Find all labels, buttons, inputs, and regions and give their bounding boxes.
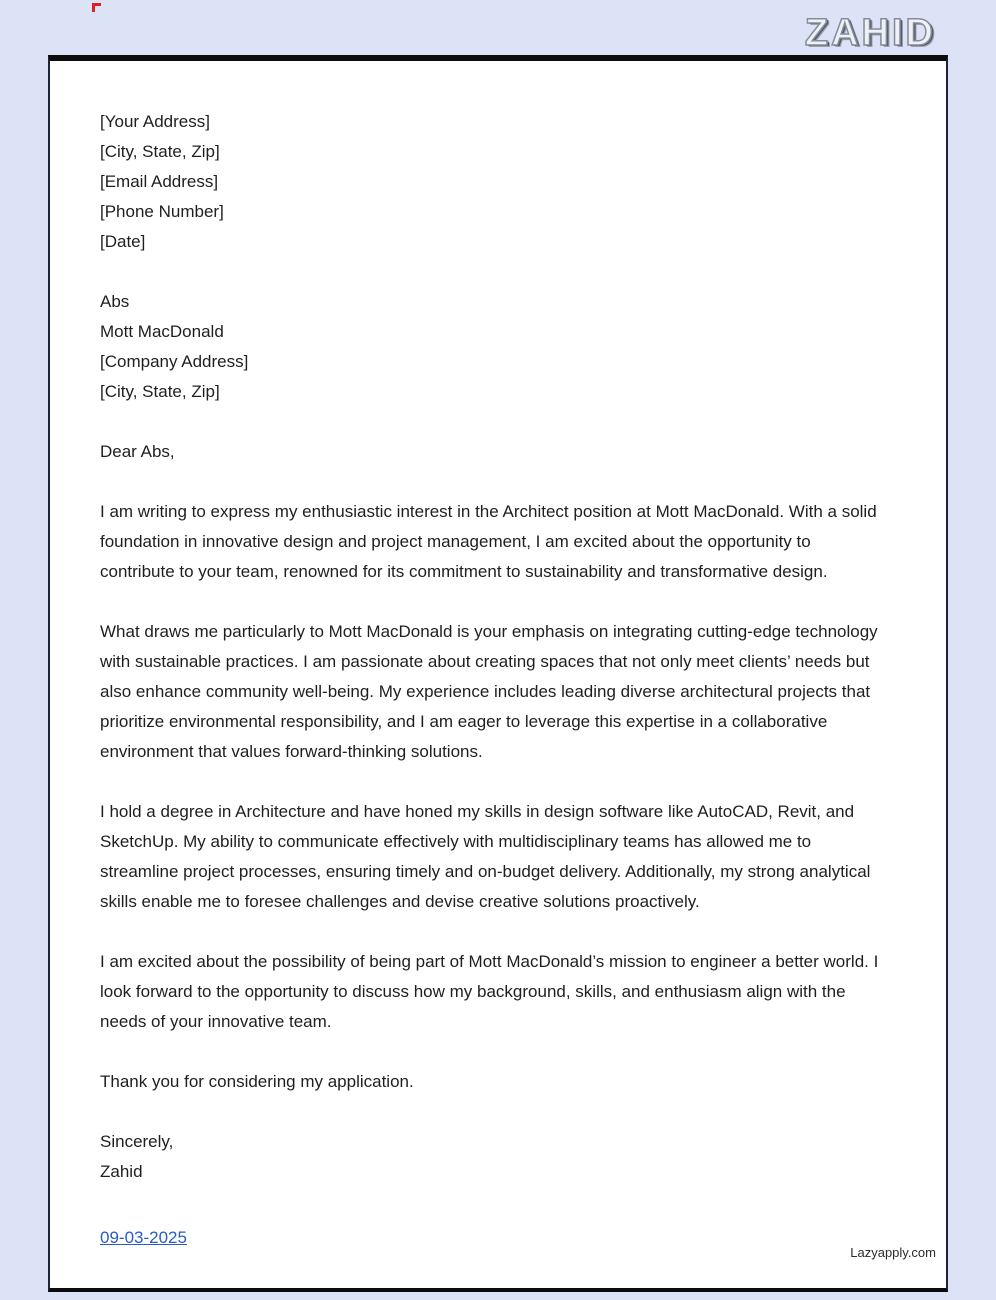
recipient-company-line: Mott MacDonald	[100, 322, 224, 341]
watermark-text: Lazyapply.com	[850, 1245, 936, 1260]
letter-paragraph-motivation: What draws me particularly to Mott MacDonald is your emphasis on integrating cutting-edge technology with sustainable practices. I am passionate about creating spaces that not only meet clients’ needs but also enhance community well-being. My experience includes leading diverse architectural projects that prioritize environmental responsibility, and I am eager to leverage this expertise in a collaborative environment that values forward-thinking solutions.	[100, 622, 878, 761]
letter-content	[50, 61, 946, 1253]
recipient-name-line: Abs	[100, 292, 130, 311]
signature-name: Zahid	[100, 1162, 143, 1181]
closing-block	[100, 1127, 888, 1187]
letter-paragraph-intro: I am writing to express my enthusiastic interest in the Architect position at Mott MacDonald. With a solid foundation in innovative design and project management, I am excited about the opportunity to contribute to your team, renowned for its commitment to sustainability and transformative design.	[100, 502, 877, 581]
letter-paragraph-skills: I hold a degree in Architecture and have honed my skills in design software like AutoCAD, Revit, and SketchUp. My ability to communicate effectively with multidisciplinary teams has allowed me to streamline project processes, ensuring timely and on-budget delivery. Additionally, my strong analytical skills enable me to foresee challenges and devise creative solutions proactively.	[100, 802, 871, 911]
closing-line: Sincerely,	[100, 1132, 174, 1151]
recipient-address-line: [Company Address]	[100, 352, 249, 371]
sender-address-line: [Your Address]	[100, 112, 210, 131]
sender-email-line: [Email Address]	[100, 172, 219, 191]
thank-you-line: Thank you for considering my application.	[100, 1072, 414, 1091]
recipient-address-block	[100, 287, 888, 407]
sender-date-line: [Date]	[100, 232, 146, 251]
sender-address-block	[100, 107, 888, 257]
letter-page	[48, 55, 948, 1292]
date-link[interactable]: 09-03-2025	[100, 1228, 187, 1247]
sender-city-line: [City, State, Zip]	[100, 142, 220, 161]
letter-paragraph-outro: I am excited about the possibility of being part of Mott MacDonald’s mission to engineer a better world. I look forward to the opportunity to discuss how my background, skills, and enthusiasm align with the needs of your innovative team.	[100, 952, 879, 1031]
sender-phone-line: [Phone Number]	[100, 202, 224, 221]
zahid-logo: ZAHID	[804, 12, 936, 54]
recipient-city-line: [City, State, Zip]	[100, 382, 220, 401]
salutation: Dear Abs,	[100, 442, 175, 461]
screen-artifact	[92, 3, 101, 12]
